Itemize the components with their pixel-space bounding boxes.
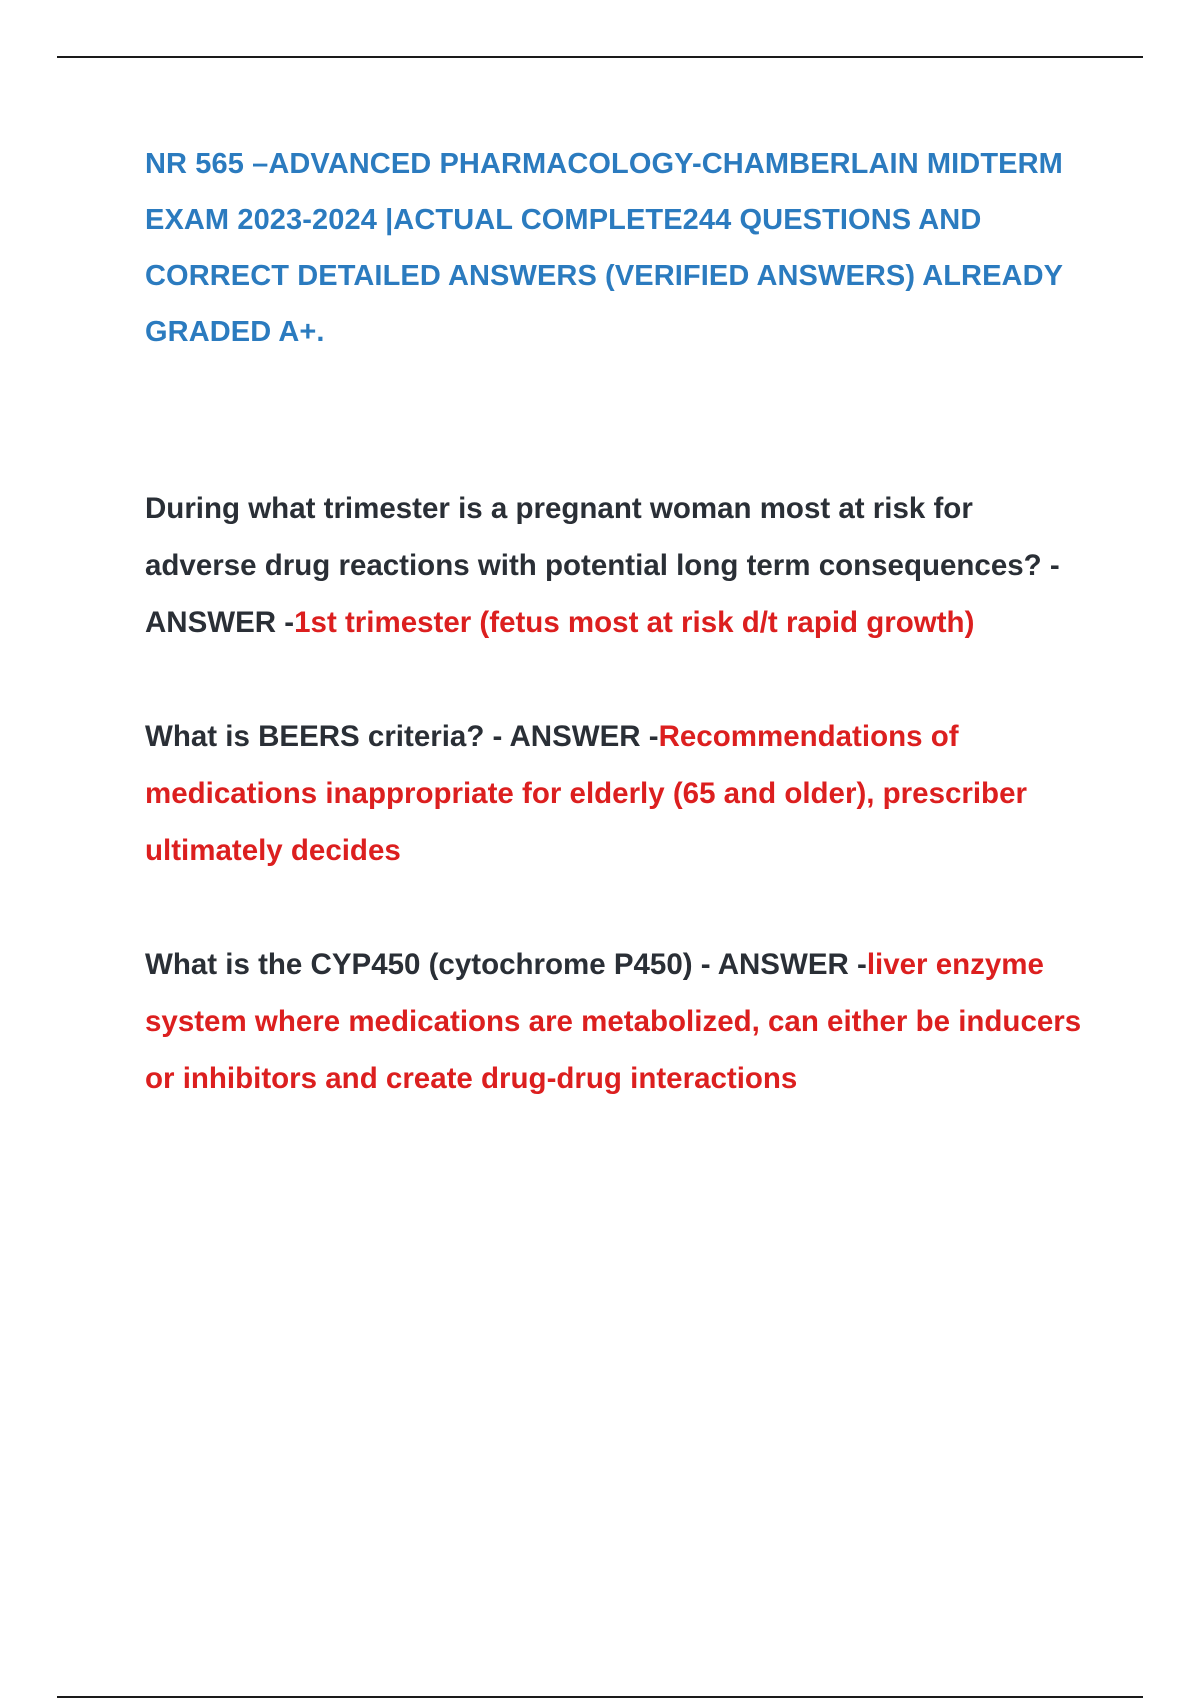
- bottom-divider: [57, 1696, 1143, 1698]
- qa-item: [145, 936, 1085, 1107]
- answer-separator: - ANSWER -: [145, 549, 1060, 639]
- question-text: What is the CYP450 (cytochrome P450): [145, 948, 693, 981]
- document-title: NR 565 –ADVANCED PHARMACOLOGY-CHAMBERLAIN MIDTERM EXAM 2023-2024 |ACTUAL COMPLETE244 QUESTIONS AND CORRECT DETAILED ANSWERS (VERIFIED ANSWERS) ALREADY GRADED A+.: [145, 148, 1063, 348]
- qa-list: [145, 480, 1085, 1107]
- top-divider: [57, 56, 1143, 58]
- answer-text: liver enzyme system where medications are metabolized, can either be inducers or inhibitors and create drug-drug interactions: [145, 948, 1082, 1095]
- document-body: [145, 136, 1085, 1164]
- answer-text: Recommendations of medications inappropriate for elderly (65 and older), prescriber ultimately decides: [145, 720, 1027, 867]
- qa-item: [145, 480, 1085, 651]
- question-text: During what trimester is a pregnant woman most at risk for adverse drug reactions with potential long term consequences?: [145, 492, 1042, 582]
- answer-separator: - ANSWER -: [692, 948, 867, 981]
- question-text: What is BEERS criteria?: [145, 720, 485, 753]
- answer-separator: - ANSWER -: [484, 720, 659, 753]
- qa-item: [145, 708, 1085, 879]
- answer-text: 1st trimester (fetus most at risk d/t rapid growth): [294, 606, 975, 639]
